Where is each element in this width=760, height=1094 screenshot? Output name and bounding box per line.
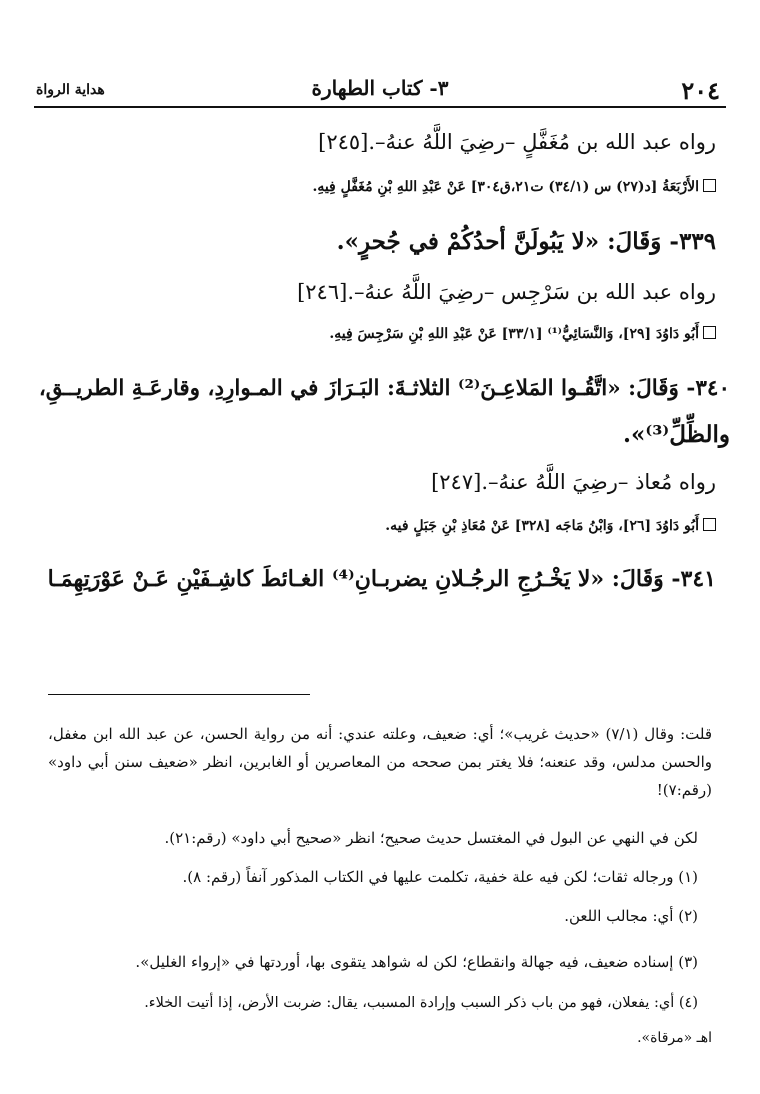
page-header: [34, 70, 726, 108]
takhrij-text: أَبُو دَاوُدَ [٢٩]، وَالنَّسَائِيُّ⁽¹⁾ [٣٣/١] عَنْ عَبْدِ اللهِ بْنِ سَرْجِسَ فِيهِ.: [329, 326, 699, 342]
riwaya-line: رواه عبد الله بن سَرْجِس –رضِيَ اللَّهُ عنهُ–.[٢٤٦]: [297, 280, 716, 304]
hadith-341: ٣٤١- وَقَالَ: «لا يَخْـرُجِ الرجُـلانِ يضربـانِ⁽⁴⁾ الغـائطَ كاشِـفَيْنِ عَـنْ عَوْرَتِهِمَـا: [47, 566, 716, 592]
footnote-3: (٣) إسناده ضعيف، فيه جهالة وانقطاع؛ لكن له شواهد يتقوى بها، أوردتها في «إرواء الغليل».: [135, 953, 698, 971]
takhrij-line: [30, 326, 716, 342]
footnote-comment: قلت: وقال (٧/١) «حديث غريب»؛ أي: ضعيف، وعلته عندي: أنه من رواية الحسن، عن عبد الله ابن مغفل، والحسن مدلس، وقد عنعنه؛ فلا يغتر بمن صححه من المعاصرين أو الغابرين، انظر «ضعيف سنن أبي داود» (رقم:٧)!: [48, 725, 712, 799]
hadith-340: ٣٤٠- وَقَالَ: «اتَّقُـوا المَلاعِـنَ⁽²⁾ الثلاثـةَ: البَـرَازَ في المـوارِدِ، وقارعَـةِ الطريــقِ،: [38, 376, 730, 401]
takhrij-text: أَبُو دَاوُدَ [٢٦]، وَابْنُ مَاجَه [٣٢٨] عَنْ مُعَاذِ بْنِ جَبَلٍ فيه.: [385, 518, 699, 534]
chapter-title: ٣- كتاب الطهارة: [311, 76, 449, 100]
book-title: هداية الرواة: [36, 82, 105, 98]
takhrij-text: الأَرْبَعَةُ [د(٢٧) س (٣٤/١) ت٢١،ق٣٠٤] عَنْ عَبْدِ اللهِ بْنِ مُغَفَّلٍ فِيهِ.: [312, 179, 699, 195]
footnote-divider: [48, 694, 310, 695]
takhrij-line: [30, 179, 716, 195]
riwaya-line: رواه عبد الله بن مُغَفَّلٍ –رضِيَ اللَّهُ عنهُ–.[٢٤٥]: [318, 130, 716, 154]
hadith-339: ٣٣٩- وَقَالَ: «لا يَبُولَنَّ أحدُكُمْ في جُحرٍ».: [336, 228, 716, 255]
footnote-comment-continued: لكن في النهي عن البول في المغتسل حديث صحيح؛ انظر «صحيح أبي داود» (رقم:٢١).: [164, 829, 698, 847]
box-icon: [703, 179, 716, 192]
hadith-340-continued: والظِّلِّ⁽³⁾».: [623, 421, 730, 448]
box-icon: [703, 326, 716, 339]
footnote-1: (١) ورجاله ثقات؛ لكن فيه علة خفية، تكلمت عليها في الكتاب المذكور آنفاً (رقم: ٨).: [182, 868, 698, 886]
box-icon: [703, 518, 716, 531]
footnote-4-end: اهـ «مرقاة».: [637, 1030, 712, 1046]
takhrij-line: [30, 518, 716, 534]
page-number: ٢٠٤: [681, 76, 720, 105]
riwaya-line: رواه مُعاذ –رضِيَ اللَّهُ عنهُ–.[٢٤٧]: [431, 470, 716, 494]
footnote-4: (٤) أي: يفعلان، فهو من باب ذكر السبب وإرادة المسبب، يقال: ضربت الأرض، إذا أتيت الخلاء.: [144, 995, 698, 1011]
footnote-2: (٢) أي: مجالب اللعن.: [564, 907, 698, 925]
